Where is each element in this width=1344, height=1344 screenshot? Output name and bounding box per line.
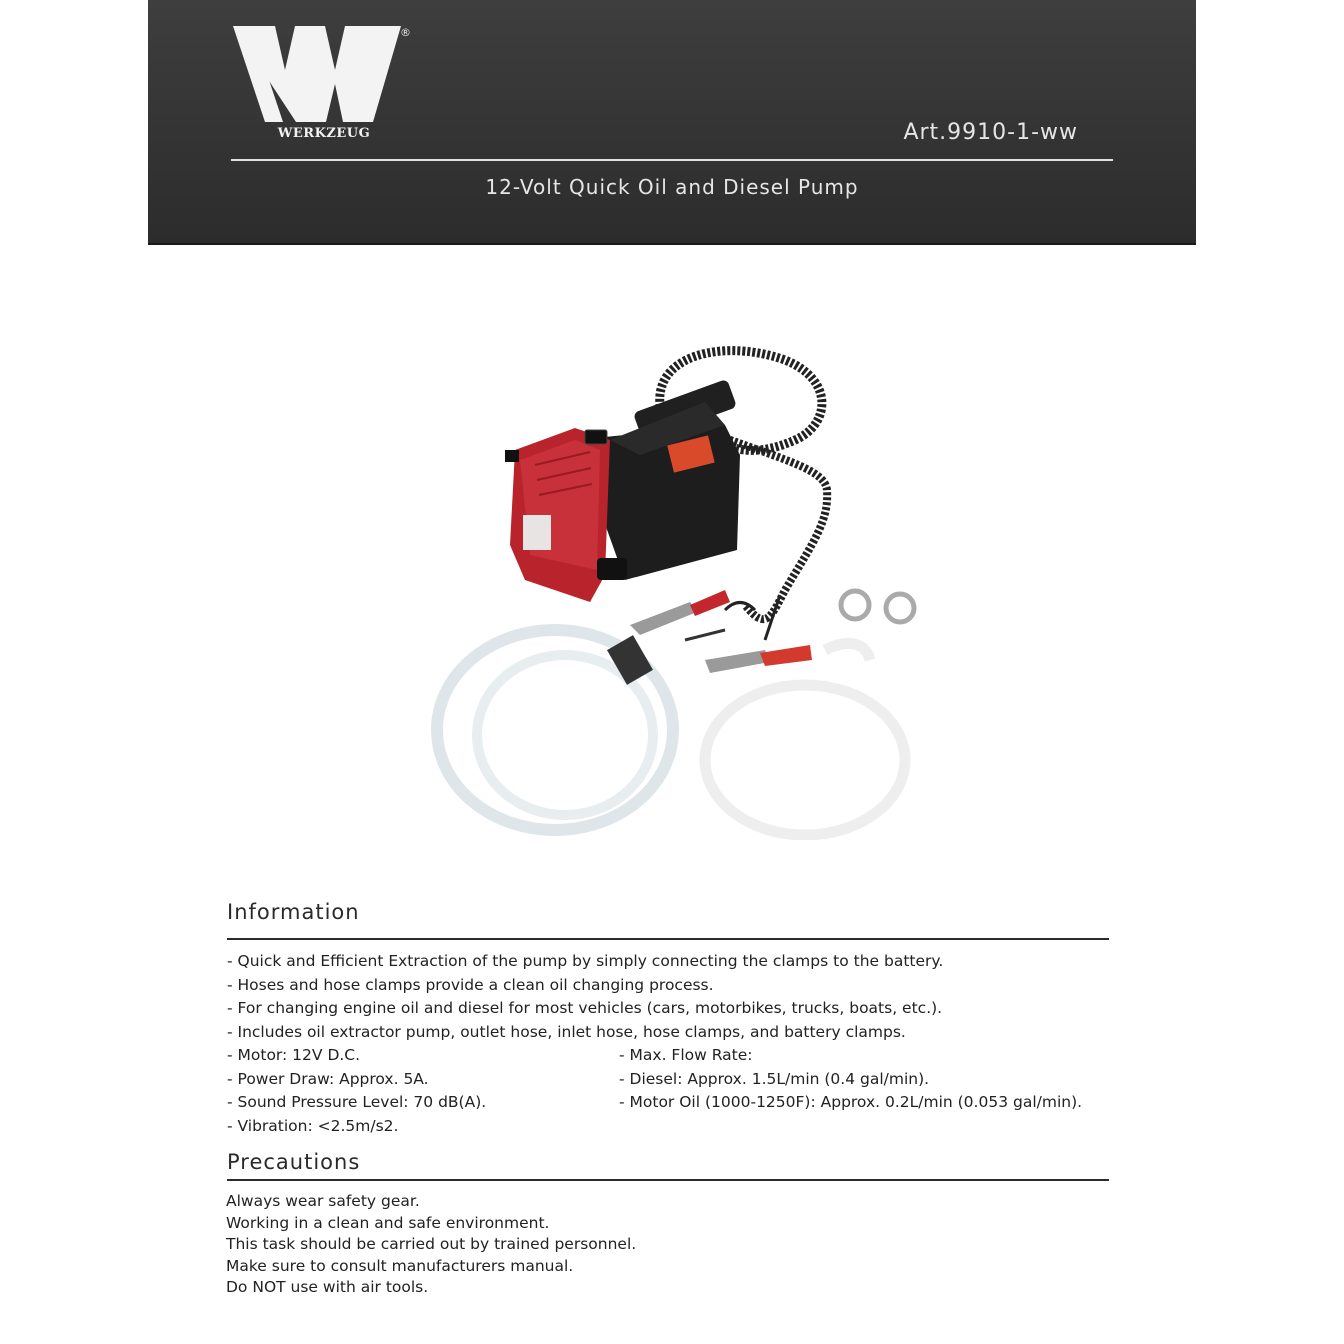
list-item: Do NOT use with air tools. (226, 1278, 429, 1296)
precautions-list (226, 1191, 636, 1299)
specs-right-column (619, 1044, 1082, 1115)
spec-item: - Motor: 12V D.C. (227, 1046, 361, 1064)
brand-name: WERKZEUG (277, 126, 371, 141)
spec-item: - Motor Oil (1000-1250F): Approx. 0.2L/min (0.053 gal/min). (619, 1093, 1083, 1111)
spec-item: - Power Draw: Approx. 5A. (227, 1069, 429, 1088)
product-title: 12-Volt Quick Oil and Diesel Pump (485, 175, 859, 199)
specs-left-column (227, 1044, 486, 1138)
list-item: - For changing engine oil and diesel for most vehicles (cars, motorbikes, trucks, boats, etc.). (227, 999, 943, 1017)
precautions-heading: Precautions (227, 1150, 361, 1174)
product-image (425, 340, 925, 840)
brand-logo (233, 24, 418, 149)
spec-item: - Diesel: Approx. 1.5L/min (0.4 gal/min). (619, 1069, 930, 1088)
spec-item: - Sound Pressure Level: 70 dB(A). (227, 1093, 487, 1111)
list-item: Make sure to consult manufacturers manual. (226, 1256, 574, 1275)
information-bullets (227, 950, 1127, 1044)
list-item: - Quick and Efficient Extraction of the pump by simply connecting the clamps to the battery. (227, 952, 944, 970)
list-item: Working in a clean and safe environment. (226, 1213, 550, 1232)
precautions-divider (227, 1179, 1109, 1181)
spec-item: - Max. Flow Rate: (619, 1046, 753, 1064)
list-item: This task should be carried out by trained personnel. (226, 1235, 637, 1253)
information-heading: Information (227, 900, 360, 924)
header-divider (231, 159, 1113, 161)
spec-item: - Vibration: <2.5m/s2. (227, 1116, 399, 1135)
list-item: - Includes oil extractor pump, outlet hose, inlet hose, hose clamps, and battery clamps. (227, 1022, 906, 1041)
list-item: Always wear safety gear. (226, 1192, 420, 1210)
page-header (148, 0, 1196, 245)
information-divider (227, 938, 1109, 940)
list-item: - Hoses and hose clamps provide a clean oil changing process. (227, 975, 714, 994)
article-number: Art.9910-1-ww (903, 120, 1078, 145)
registered-mark: ® (400, 26, 411, 39)
